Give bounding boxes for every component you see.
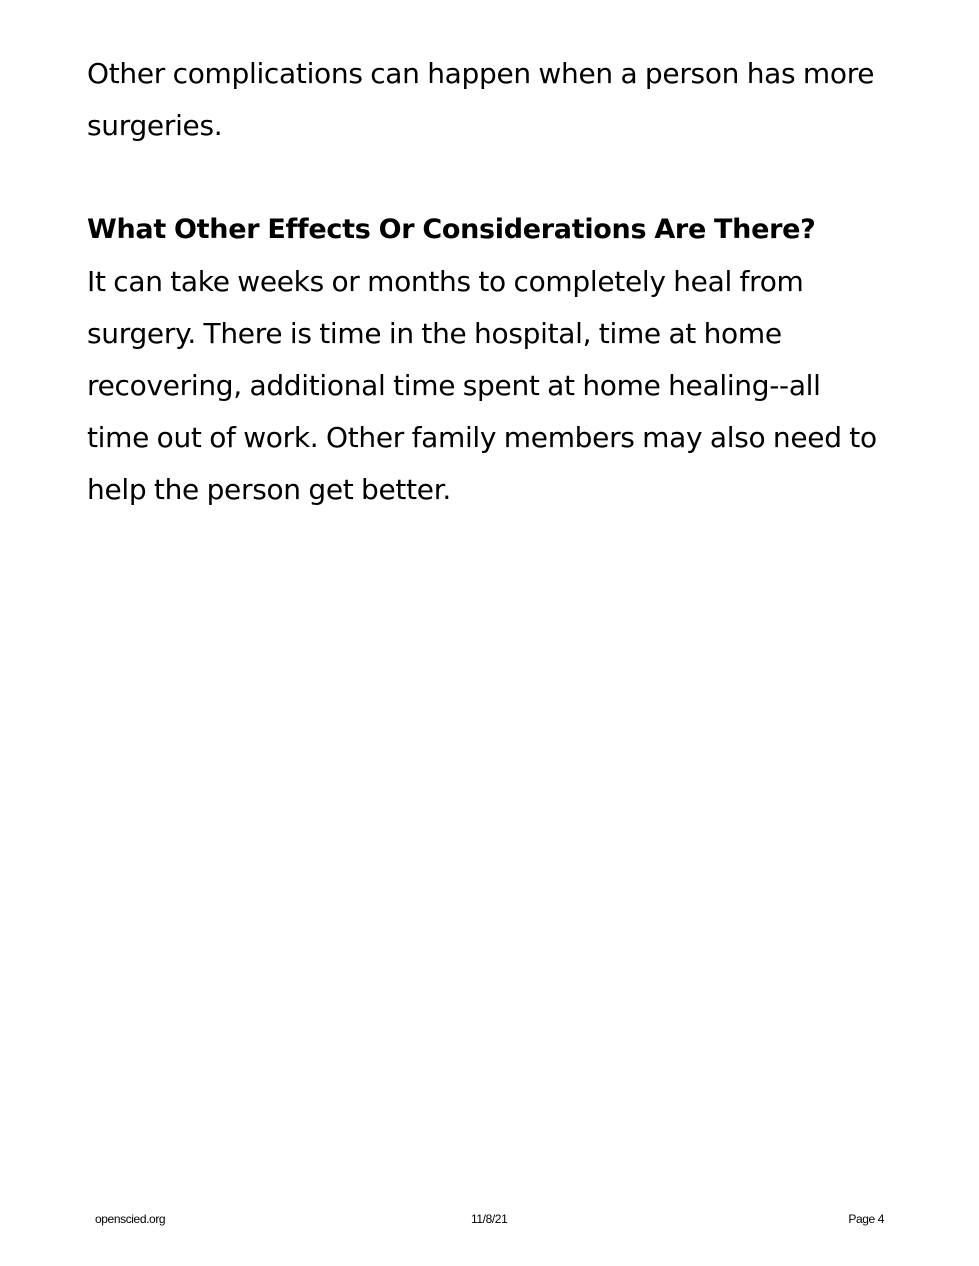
paragraph-line: surgery. There is time in the hospital, time at home: [87, 317, 782, 350]
footer-date: 11/8/21: [471, 1212, 508, 1226]
paragraph-line: recovering, additional time spent at home healing--all: [87, 369, 821, 402]
paragraph-line: surgeries.: [87, 109, 223, 142]
intro-paragraph: [87, 48, 907, 152]
section-heading: What Other Effects Or Considerations Are There?: [87, 214, 816, 245]
paragraph-line: Other complications can happen when a person has more: [87, 57, 875, 90]
section-paragraph: [87, 256, 907, 516]
footer-page-number: Page 4: [848, 1212, 884, 1226]
footer-site: openscied.org: [95, 1212, 166, 1226]
page-footer: [95, 1212, 884, 1230]
paragraph-line: time out of work. Other family members may also need to: [87, 421, 877, 454]
document-body: [87, 48, 907, 516]
paragraph-line: help the person get better.: [87, 473, 451, 506]
paragraph-line: It can take weeks or months to completely heal from: [87, 265, 804, 298]
